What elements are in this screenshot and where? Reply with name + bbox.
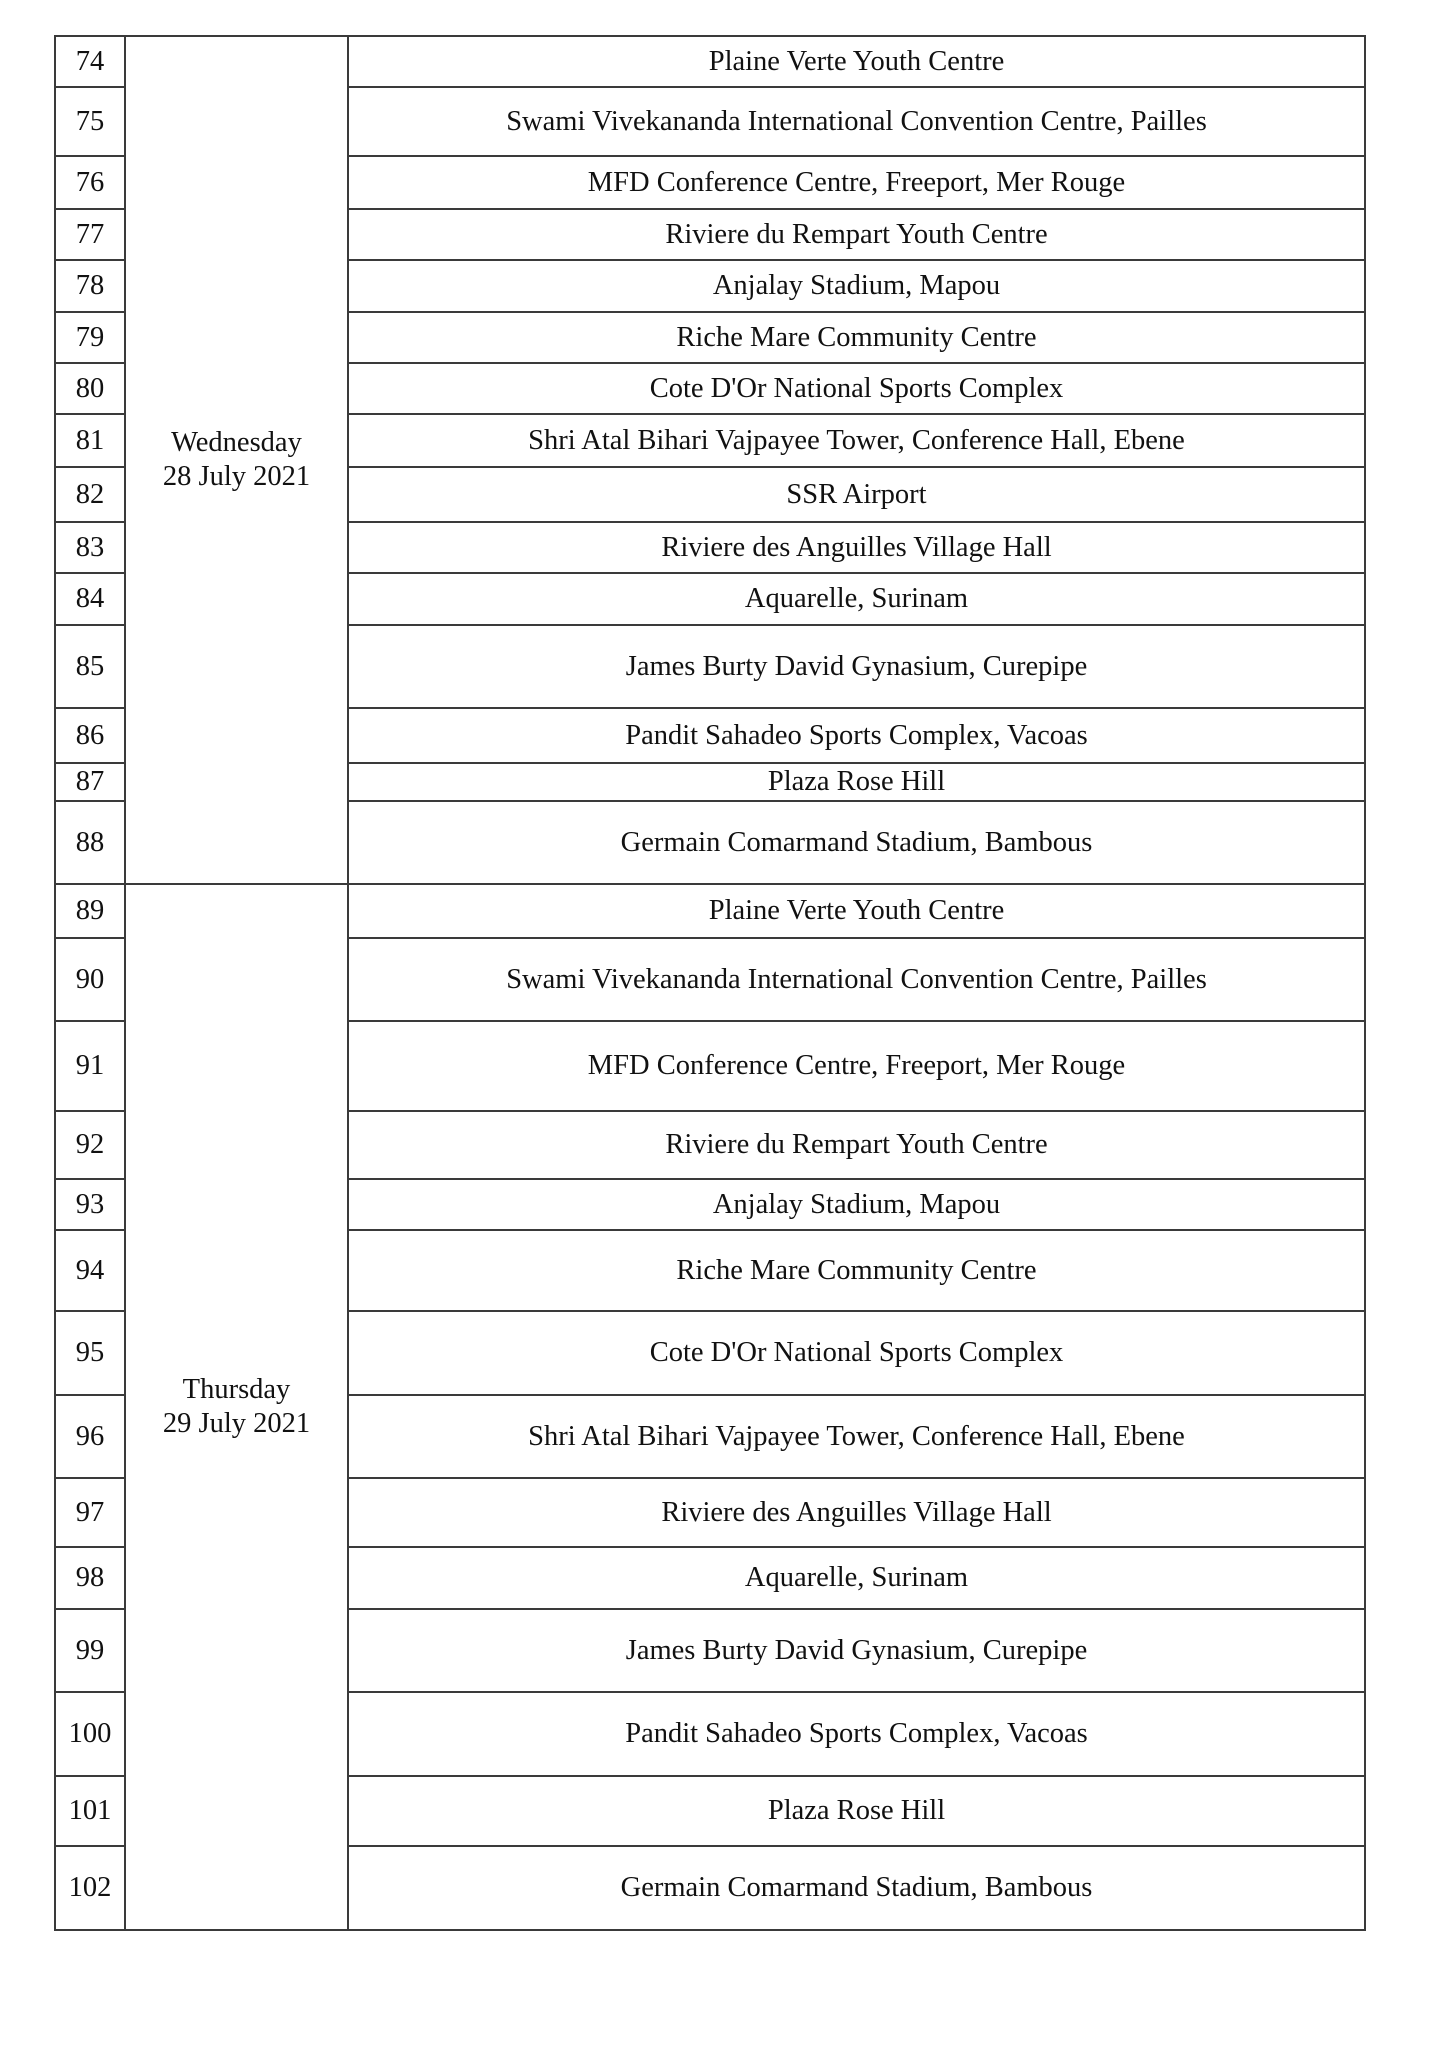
venue-cell: Riviere des Anguilles Village Hall xyxy=(348,522,1365,573)
row-number-cell: 95 xyxy=(55,1311,125,1395)
date-label: 28 July 2021 xyxy=(162,461,311,492)
row-number-cell: 93 xyxy=(55,1179,125,1230)
venue-cell: Aquarelle, Surinam xyxy=(348,1547,1365,1609)
row-number-cell: 76 xyxy=(55,156,125,209)
row-number-cell: 85 xyxy=(55,625,125,708)
row-number-cell: 92 xyxy=(55,1111,125,1179)
row-number-cell: 88 xyxy=(55,801,125,884)
date-cell xyxy=(125,884,348,1930)
row-number-cell: 100 xyxy=(55,1692,125,1776)
row-number-cell: 89 xyxy=(55,884,125,938)
weekday-label: Wednesday xyxy=(171,427,302,458)
row-number-cell: 94 xyxy=(55,1230,125,1311)
row-number-cell: 79 xyxy=(55,312,125,363)
venue-cell: Plaza Rose Hill xyxy=(348,763,1365,801)
row-number-cell: 74 xyxy=(55,36,125,87)
date-label: 29 July 2021 xyxy=(162,1408,311,1439)
schedule-table-body xyxy=(55,36,1365,1930)
table-row xyxy=(55,36,1365,87)
row-number-cell: 87 xyxy=(55,763,125,801)
row-number-cell: 78 xyxy=(55,260,125,312)
venue-cell: Riviere du Rempart Youth Centre xyxy=(348,209,1365,260)
venue-cell: Pandit Sahadeo Sports Complex, Vacoas xyxy=(348,1692,1365,1776)
venue-cell: Shri Atal Bihari Vajpayee Tower, Conference Hall, Ebene xyxy=(348,414,1365,467)
venue-cell: Riche Mare Community Centre xyxy=(348,1230,1365,1311)
venue-cell: Swami Vivekananda International Convention Centre, Pailles xyxy=(348,87,1365,156)
venue-cell: Plaine Verte Youth Centre xyxy=(348,36,1365,87)
row-number-cell: 90 xyxy=(55,938,125,1021)
row-number-cell: 81 xyxy=(55,414,125,467)
venue-cell: Anjalay Stadium, Mapou xyxy=(348,1179,1365,1230)
venue-cell: James Burty David Gynasium, Curepipe xyxy=(348,1609,1365,1692)
venue-cell: Riche Mare Community Centre xyxy=(348,312,1365,363)
row-number-cell: 82 xyxy=(55,467,125,522)
date-cell xyxy=(125,36,348,884)
weekday-label: Thursday xyxy=(182,1374,291,1405)
venue-cell: Cote D'Or National Sports Complex xyxy=(348,363,1365,414)
venue-cell: Cote D'Or National Sports Complex xyxy=(348,1311,1365,1395)
venue-cell: Plaine Verte Youth Centre xyxy=(348,884,1365,938)
venue-cell: Aquarelle, Surinam xyxy=(348,573,1365,625)
venue-cell: James Burty David Gynasium, Curepipe xyxy=(348,625,1365,708)
venue-cell: Germain Comarmand Stadium, Bambous xyxy=(348,801,1365,884)
vaccination-schedule-table xyxy=(54,35,1366,1931)
row-number-cell: 98 xyxy=(55,1547,125,1609)
row-number-cell: 75 xyxy=(55,87,125,156)
venue-cell: Germain Comarmand Stadium, Bambous xyxy=(348,1846,1365,1930)
venue-cell: MFD Conference Centre, Freeport, Mer Rouge xyxy=(348,1021,1365,1111)
row-number-cell: 77 xyxy=(55,209,125,260)
venue-cell: Plaza Rose Hill xyxy=(348,1776,1365,1846)
row-number-cell: 86 xyxy=(55,708,125,763)
venue-cell: Riviere des Anguilles Village Hall xyxy=(348,1478,1365,1547)
venue-cell: Riviere du Rempart Youth Centre xyxy=(348,1111,1365,1179)
row-number-cell: 96 xyxy=(55,1395,125,1478)
row-number-cell: 91 xyxy=(55,1021,125,1111)
venue-cell: MFD Conference Centre, Freeport, Mer Rouge xyxy=(348,156,1365,209)
row-number-cell: 83 xyxy=(55,522,125,573)
row-number-cell: 101 xyxy=(55,1776,125,1846)
row-number-cell: 102 xyxy=(55,1846,125,1930)
table-row xyxy=(55,884,1365,938)
row-number-cell: 99 xyxy=(55,1609,125,1692)
venue-cell: SSR Airport xyxy=(348,467,1365,522)
venue-cell: Pandit Sahadeo Sports Complex, Vacoas xyxy=(348,708,1365,763)
venue-cell: Swami Vivekananda International Convention Centre, Pailles xyxy=(348,938,1365,1021)
venue-cell: Shri Atal Bihari Vajpayee Tower, Conference Hall, Ebene xyxy=(348,1395,1365,1478)
row-number-cell: 84 xyxy=(55,573,125,625)
row-number-cell: 80 xyxy=(55,363,125,414)
row-number-cell: 97 xyxy=(55,1478,125,1547)
venue-cell: Anjalay Stadium, Mapou xyxy=(348,260,1365,312)
